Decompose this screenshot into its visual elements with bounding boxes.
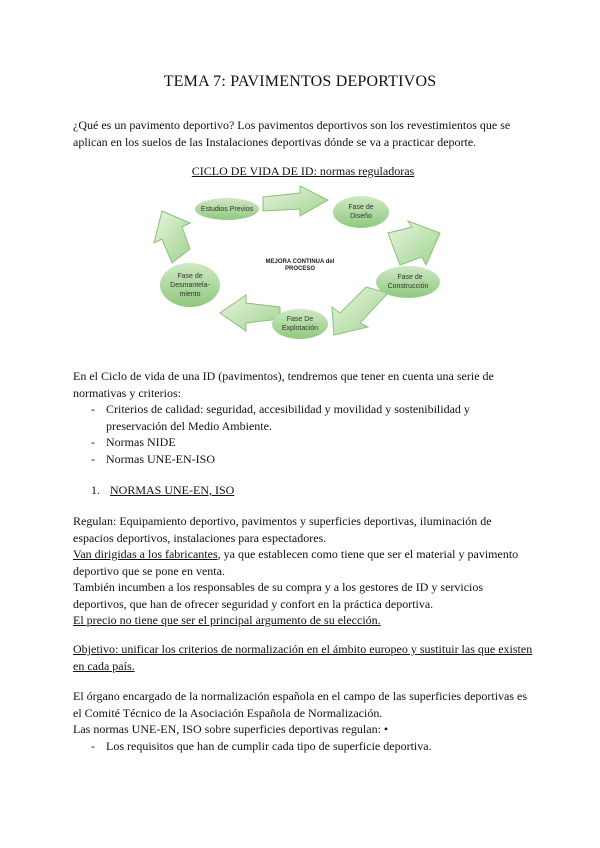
svg-text:miento: miento [179,291,201,298]
svg-text:Estudios Previos: Estudios Previos [200,206,254,213]
svg-text:PROCESO: PROCESO [284,266,316,272]
organo-paragraph: El órgano encargado de la normalización española en el campo de las superficies deportivas es el Comité Técnico de la Asociación Española de Normalización. [73,689,528,720]
fabricantes-underlined: Van dirigidas a los fabricantes [73,547,218,561]
svg-text:Fase de: Fase de [397,274,423,281]
precio-paragraph: El precio no tiene que ser el principal argumento de su elección. [73,613,381,627]
fabricantes-rest: , ya que establecen como tiene que ser el material y pavimento deportivo que se pone en venta. [73,547,519,578]
arrow-construccion-explotacion [332,287,388,335]
requisitos-list [73,738,533,755]
svg-text:Fase de: Fase de [177,273,203,280]
las-normas-paragraph: Las normas UNE-EN, ISO sobre superficies deportivas regulan: • [73,722,389,736]
criteria-item: - Normas UNE-EN-ISO [73,451,533,468]
arrow-desmantelamiento-estudios [154,211,190,263]
arrow-diseno-construccion [388,221,440,265]
requisitos-item: - Los requisitos que han de cumplir cada tipo de superficie deportiva. [73,738,533,755]
node-fase-explotacion [272,309,328,339]
cycle-paragraph: En el Ciclo de vida de una ID (pavimentos), tendremos que tener en cuenta una serie de normativas y criterios: [73,369,494,400]
node-fase-construccion [376,266,440,298]
section-heading [91,483,234,498]
criteria-item: - Criterios de calidad: seguridad, accesibilidad y movilidad y sostenibilidad y preservación del Medio Ambiente. [73,401,533,434]
svg-text:Desmantela-: Desmantela- [170,282,210,289]
fabricantes-paragraph [73,546,533,579]
criteria-list [73,401,533,467]
svg-text:Fase de: Fase de [348,204,374,211]
criteria-item: - Normas NIDE [73,434,533,451]
tambien-paragraph: También incumben a los responsables de su compra y a los gestores de ID y servicios deportivos, que han de ofrecer seguridad y confort en la práctica deportiva. [73,580,484,611]
cycle-heading: CICLO DE VIDA DE ID: normas reguladoras [191,164,415,178]
page-title: TEMA 7: PAVIMENTOS DEPORTIVOS [163,73,437,90]
section-number: 1. [91,483,100,497]
diagram-center-label [266,259,335,272]
svg-text:Construcción: Construcción [387,283,429,290]
life-cycle-diagram [150,183,450,343]
node-estudios-previos [195,198,259,220]
arrow-estudios-diseno [263,186,328,216]
intro-paragraph: ¿Qué es un pavimento deportivo? Los pavimentos deportivos son los revestimientos que se aplican en los suelos de las Instalaciones deportivas dónde se va a practicar deporte. [73,118,511,149]
node-fase-diseno [333,196,389,228]
svg-text:Diseño: Diseño [350,213,372,220]
node-fase-desmantelamiento [160,263,220,307]
objetivo-paragraph: Objetivo: unificar los criterios de normalización en el ámbito europeo y sustituir las que existen en cada país. [73,642,533,673]
regulan-paragraph: Regulan: Equipamiento deportivo, pavimentos y superficies deportivas, iluminación de espacios deportivos, instalaciones para espectadores. [73,514,492,545]
section-title: NORMAS UNE-EN, ISO [110,483,235,497]
svg-text:Explotación: Explotación [281,325,319,332]
svg-text:Fase De: Fase De [286,316,314,323]
svg-text:MEJORA CONTINUA del: MEJORA CONTINUA del [265,259,335,265]
arrow-explotacion-desmantelamiento [220,295,280,331]
